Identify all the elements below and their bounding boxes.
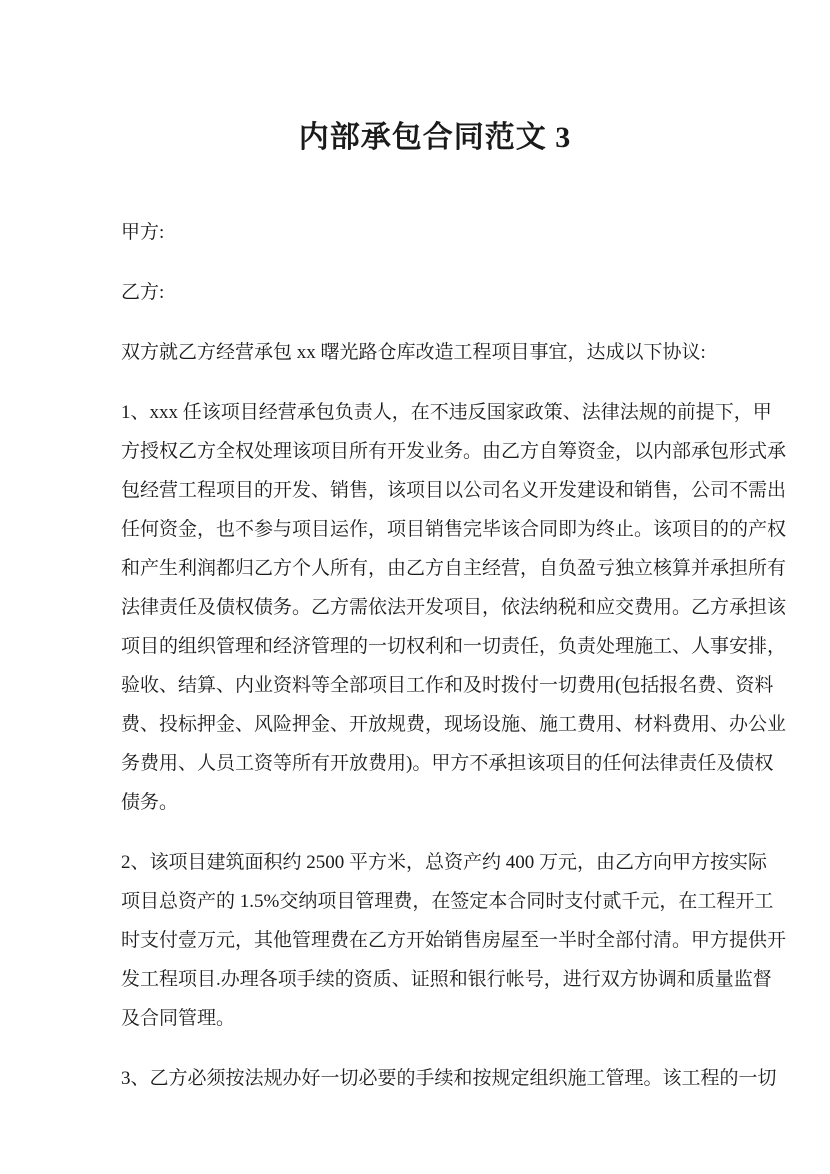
text-line: 1、xxx 任该项目经营承包负责人，在不违反国家政策、法律法规的前提下，甲 <box>121 402 772 423</box>
text-line: 时支付壹万元，其他管理费在乙方开始销售房屋至一半时全部付清。甲方提供开 <box>121 930 787 951</box>
text-line: 双方就乙方经营承包 xx 曙光路仓库改造工程项目事宜，达成以下协议: <box>121 342 706 363</box>
text-line: 发工程项目.办理各项手续的资质、证照和银行帐号，进行双方协调和质量监督 <box>121 969 772 990</box>
text-line: 和产生利润都归乙方个人所有，由乙方自主经营，自负盈亏独立核算并承担所有 <box>121 558 787 579</box>
paragraph <box>121 218 711 257</box>
text-line: 包经营工程项目的开发、销售，该项目以公司名义开发建设和销售，公司不需出 <box>121 480 787 501</box>
text-line: 任何资金，也不参与项目运作，项目销售完毕该合同即为终止。该项目的的产权 <box>121 519 787 540</box>
paragraph <box>121 338 711 377</box>
paragraph <box>121 848 787 1043</box>
document-title: 内部承包合同范文 3 <box>298 121 572 154</box>
text-line: 法律责任及债权债务。乙方需依法开发项目，依法纳税和应交费用。乙方承担该 <box>121 597 787 618</box>
text-line: 验收、结算、内业资料等全部项目工作和及时拨付一切费用(包括报名费、资料 <box>121 675 774 696</box>
document-body <box>121 218 787 1124</box>
text-line: 甲方: <box>121 222 165 243</box>
paragraph <box>121 398 787 827</box>
text-line: 2、该项目建筑面积约 2500 平方米，总资产约 400 万元，由乙方向甲方按实际 <box>121 852 768 873</box>
text-line: 方授权乙方全权处理该项目所有开发业务。由乙方自筹资金，以内部承包形式承 <box>121 441 787 462</box>
text-line: 3、乙方必须按法规办好一切必要的手续和按规定组织施工管理。该工程的一切 <box>121 1068 777 1089</box>
text-line: 乙方: <box>121 282 165 303</box>
text-line: 费、投标押金、风险押金、开放规费，现场设施、施工费用、材料费用、办公业 <box>121 714 787 735</box>
text-line: 项目的组织管理和经济管理的一切权利和一切责任，负责处理施工、人事安排， <box>121 636 787 657</box>
text-line: 务费用、人员工资等所有开放费用)。甲方不承担该项目的任何法律责任及债权 <box>121 753 774 774</box>
text-line: 及合同管理。 <box>121 1008 236 1029</box>
text-line: 债务。 <box>121 792 179 813</box>
paragraph <box>121 278 711 317</box>
paragraph <box>121 1064 777 1103</box>
text-line: 项目总资产的 1.5%交纳项目管理费，在签定本合同时支付贰千元，在工程开工 <box>121 891 774 912</box>
